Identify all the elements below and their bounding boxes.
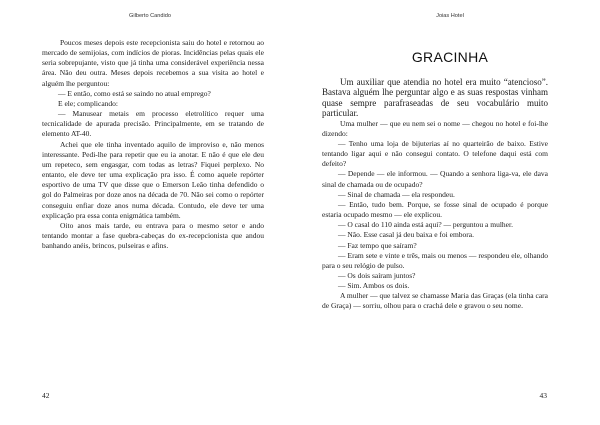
- paragraph: — Eram sete e vinte e três, mais ou menos — respondeu ele, olhando para o seu relógio de pulso.: [322, 250, 548, 270]
- page-number: 43: [539, 391, 547, 400]
- paragraph: — Não. Esse casal já deu baixa e foi embora.: [338, 230, 474, 240]
- left-text-block: [42, 38, 264, 251]
- first-paragraph: Um auxiliar que atendia no hotel era muito “atencioso”. Bastava alguém lhe perguntar algo e as suas respostas vinham quase sempre parafraseadas de seu vocabulário muito particular.: [322, 77, 548, 119]
- running-head-author: Gilberto Candido: [129, 13, 171, 19]
- paragraph: — Depende — ele informou. — Quando a senhora liga-va, ele dava sinal de chamada ou de ocupado?: [322, 169, 548, 189]
- paragraph: — E então, como está se saindo no atual emprego?: [58, 88, 211, 98]
- paragraph: — O casal do 110 ainda está aqui? — perguntou a mulher.: [338, 220, 513, 230]
- chapter-title: GRACINHA: [411, 49, 489, 65]
- paragraph: — Sim. Ambos os dois.: [338, 281, 410, 291]
- paragraph: — Manusear metais em processo eletrolítico requer uma tecnicalidade de apurada precisão. Principalmente, em se tratando de elemento AT-40.: [42, 109, 264, 139]
- running-head-book-title: Joias Hotel: [436, 13, 464, 19]
- paragraph: E ele; complicando:: [58, 98, 118, 108]
- right-page: [300, 0, 600, 425]
- paragraph: Poucos meses depois este recepcionista saiu do hotel e retornou ao mercado de semijoias, com indícios de pioras. Incidências pelas quais ele seria sobrepujante, visto que já tinha uma considerável experiência nessa área. Não deu outra. Meses depois recebemos a sua visita ao hotel e alguém lhe perguntou:: [42, 38, 264, 88]
- paragraph: Oito anos mais tarde, eu entrava para o mesmo setor e ando tentando montar a fase quebra-cabeças do ex-recepcionista que andou banhando anéis, brincos, pulseiras e afins.: [42, 220, 264, 251]
- paragraph: — Os dois saíram juntos?: [338, 270, 416, 280]
- paragraph: Uma mulher — que eu nem sei o nome — chegou no hotel e foi-lhe dizendo:: [322, 118, 548, 138]
- paragraph: A mulher — que talvez se chamasse Maria das Graças (ela tinha cara de Graça) — sorriu, olhou para o crachá dele e gravou o seu nome.: [322, 291, 548, 311]
- paragraph: — Então, tudo bem. Porque, se fosse sinal de ocupado é porque estaria ocupado mesmo — ele explicou.: [322, 199, 548, 220]
- paragraph: — Sinal de chamada — ela respondeu.: [338, 189, 455, 199]
- right-text-block: [322, 77, 548, 312]
- paragraph: Achei que ele tinha inventado aquilo de improviso e, não menos interessante. Pedi-lhe para repetir que eu ia anotar. E não é que ele deu um repeteco, sem engasgar, com todas as letras? Fiquei perplexo. No entanto, ele deve ter uma explicação pra isso. É como aquele repórter esportivo de uma TV que disse que o Emerson Leão tinha defendido o gol do Palmeiras por doze anos na década de 70. Não sei como o repórter conseguiu enfiar doze anos numa década. Contudo, ele deve ter uma explicação pra essa conta enigmática também.: [42, 139, 264, 220]
- paragraph: — Faz tempo que saíram?: [338, 240, 417, 250]
- paragraph: — Tenho uma loja de bijuterias aí no quarteirão de baixo. Estive tentando ligar aqui e não consegui contato. O telefone daqui está com defeito?: [322, 138, 548, 169]
- page-number: 42: [42, 391, 50, 400]
